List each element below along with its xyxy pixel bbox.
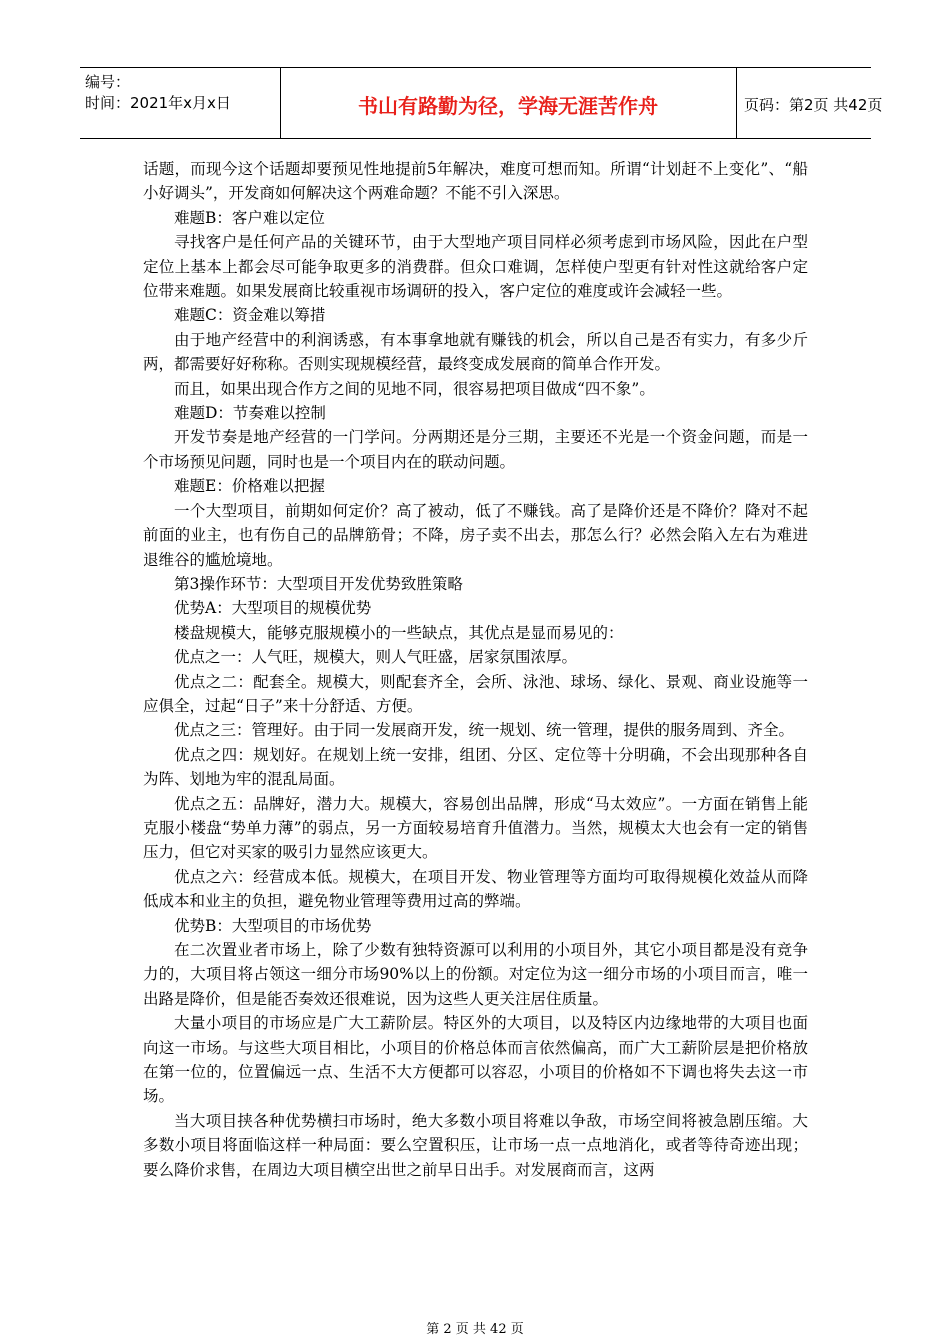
paragraph: 寻找客户是任何产品的关键环节，由于大型地产项目同样必须考虑到市场风险，因此在户型定位上基本上都会尽可能争取更多的消费群。但众口难调，怎样使户型更有针对性这就给客户定位带来难题。如果发展商比较重视市场调研的投入，客户定位的难度或许会减轻一些。 [143, 233, 808, 301]
paragraph: 话题，而现今这个话题却要预见性地提前5年解决，难度可想而知。所谓“计划赶不上变化”、“船小好调头”，开发商如何解决这个两难命题？不能不引入深思。 [143, 160, 808, 203]
paragraph: 难题E：价格难以把握 [174, 477, 325, 496]
header-motto: 书山有路勤为径，学海无涯苦作舟 [358, 94, 658, 118]
paragraph: 第3操作环节：大型项目开发优势致胜策略 [174, 574, 463, 593]
paragraph: 优点之三：管理好。由于同一发展商开发，统一规划、统一管理，提供的服务周到、齐全。 [174, 721, 795, 740]
page-footer: 第 2 页 共 42 页 [426, 1322, 524, 1337]
paragraph: 优势B：大型项目的市场优势 [174, 916, 372, 935]
header-page-cell [736, 68, 883, 138]
paragraph: 优点之六：经营成本低。规模大，在项目开发、物业管理等方面均可取得规模化效益从而降低成本和业主的负担，避免物业管理等费用过高的弊端。 [143, 867, 808, 911]
paragraph: 当大项目挟各种优势横扫市场时，绝大多数小项目将难以争敌，市场空间将被急剧压缩。大多数小项目将面临这样一种局面：要么空置积压，让市场一点一点地消化，或者等待奇迹出现；要么降价求售，在周边大项目横空出世之前早日出手。对发展商而言，这两 [143, 1111, 808, 1179]
paragraph: 由于地产经营中的利润诱惑，有本事拿地就有赚钱的机会，所以自己是否有实力，有多少斤两，都需要好好称称。否则实现规模经营，最终变成发展商的简单合作开发。 [143, 330, 808, 374]
paragraph: 难题C：资金难以筹措 [174, 306, 326, 325]
paragraph: 而且，如果出现合作方之间的见地不同，很容易把项目做成“四不象”。 [174, 379, 655, 398]
document-date-label: 时间：2021年x月x日 [85, 94, 231, 112]
paragraph: 优点之四：规划好。在规划上统一安排，组团、分区、定位等十分明确，不会出现那种各自为阵、划地为牢的混乱局面。 [143, 745, 808, 789]
paragraph: 一个大型项目，前期如何定价？高了被动，低了不赚钱。高了是降价还是不降价？降对不起前面的业主，也有伤自己的品牌筋骨；不降，房子卖不出去，那怎么行？必然会陷入左右为难进退维谷的尴尬境地。 [143, 501, 808, 569]
paragraph: 优点之一：人气旺，规模大，则人气旺盛，居家氛围浓厚。 [174, 648, 578, 667]
paragraph: 楼盘规模大，能够克服规模小的一些缺点，其优点是显而易见的： [174, 623, 624, 642]
paragraph: 大量小项目的市场应是广大工薪阶层。特区外的大项目，以及特区内边缘地带的大项目也面向这一市场。与这些大项目相比，小项目的价格总体而言依然偏高，而广大工薪阶层是把价格放在第一位的，位置偏远一点、生活不大方便都可以容忍，小项目的价格如不下调也将失去这一市场。 [143, 1014, 808, 1106]
header-meta-cell [80, 68, 281, 138]
paragraph: 开发节奏是地产经营的一门学问。分两期还是分三期，主要还不光是一个资金问题，而是一个市场预见问题，同时也是一个项目内在的联动问题。 [143, 428, 808, 471]
document-body [143, 157, 808, 1182]
paragraph: 难题D：节奏难以控制 [174, 404, 326, 423]
header-page-info: 页码：第2页 共42页 [744, 96, 883, 114]
paragraph: 优势A：大型项目的规模优势 [174, 599, 372, 618]
paragraph: 在二次置业者市场上，除了少数有独特资源可以利用的小项目外，其它小项目都是没有竞争力的，大项目将占领这一细分市场90%以上的份额。对定位为这一细分市场的小项目而言，唯一出路是降价，但是能否奏效还很难说，因为这些人更关注居住质量。 [143, 941, 808, 1008]
paragraph: 难题B：客户难以定位 [174, 208, 325, 227]
header-motto-cell [280, 68, 737, 138]
document-number-label: 编号： [85, 73, 131, 91]
paragraph: 优点之二：配套全。规模大，则配套齐全，会所、泳池、球场、绿化、景观、商业设施等一应俱全，过起“日子”来十分舒适、方便。 [143, 672, 808, 715]
document-header [80, 67, 883, 139]
paragraph: 优点之五：品牌好，潜力大。规模大，容易创出品牌，形成“马太效应”。一方面在销售上能克服小楼盘“势单力薄”的弱点，另一方面较易培育升值潜力。当然，规模太大也会有一定的销售压力，但它对买家的吸引力显然应该更大。 [143, 794, 808, 862]
